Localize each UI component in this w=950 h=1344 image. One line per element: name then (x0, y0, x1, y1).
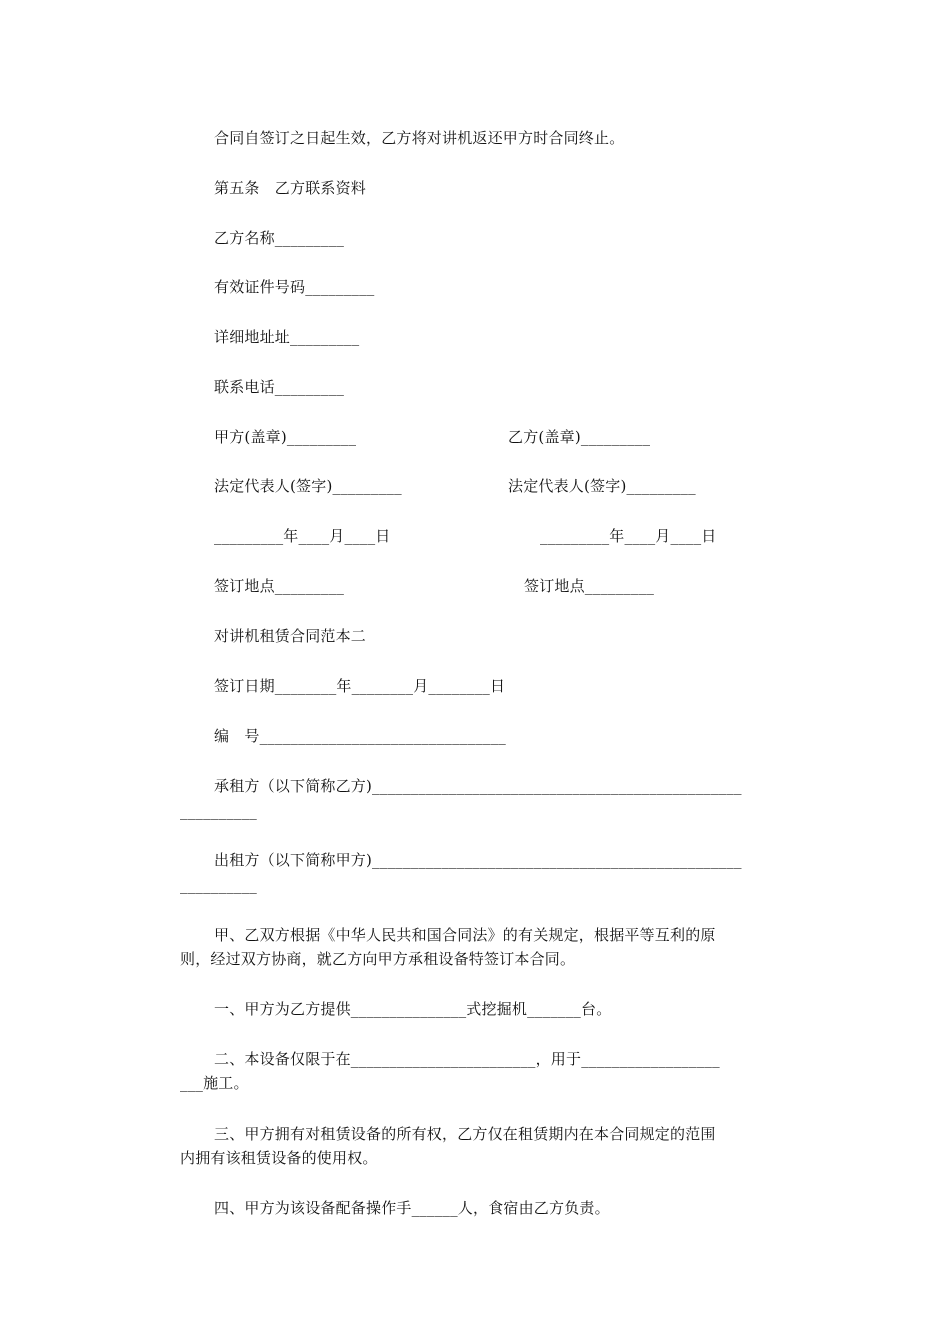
signing-date-field: 签订日期________年________月________日 (214, 677, 506, 695)
term-effective-line: 合同自签订之日起生效，乙方将对讲机返还甲方时合同终止。 (214, 129, 625, 147)
preamble-paragraph-line2: 则，经过双方协商，就乙方向甲方承租设备特签订本合同。 (180, 950, 576, 968)
clause-three-line1: 三、甲方拥有对租赁设备的所有权，乙方仅在租赁期内在本合同规定的范围 (214, 1125, 716, 1143)
clause-two-line1: 二、本设备仅限于在________________________，用于__________________ (214, 1050, 720, 1068)
clause-two-line2: ___施工。 (180, 1074, 249, 1092)
party-b-date-field: _________年____月____日 (540, 527, 717, 545)
party-a-signing-place: 签订地点_________ (214, 577, 345, 595)
party-b-name-field: 乙方名称_________ (214, 229, 345, 247)
clause-one: 一、甲方为乙方提供_______________式挖掘机_______台。 (214, 1000, 612, 1018)
lessor-field-continuation: __________ (180, 876, 257, 894)
party-a-seal-field: 甲方(盖章)_________ (214, 428, 357, 446)
preamble-paragraph-line1: 甲、乙双方根据《中华人民共和国合同法》的有关规定，根据平等互利的原 (214, 926, 716, 944)
party-b-address-field: 详细地址址_________ (214, 328, 360, 346)
lessor-field: 出租方（以下简称甲方)________________________________________________ (214, 851, 742, 869)
sample-two-title: 对讲机租赁合同范本二 (214, 627, 367, 645)
party-b-phone-field: 联系电话_________ (214, 378, 345, 396)
lessee-field-continuation: __________ (180, 802, 257, 820)
party-b-representative-signature: 法定代表人(签字)_________ (508, 477, 696, 495)
clause-four: 四、甲方为该设备配备操作手______人，食宿由乙方负责。 (214, 1199, 610, 1217)
contract-number-field: 编 号________________________________ (214, 727, 507, 745)
party-b-seal-field: 乙方(盖章)_________ (508, 428, 651, 446)
clause-three-line2: 内拥有该租赁设备的使用权。 (180, 1149, 378, 1167)
lessee-field: 承租方（以下简称乙方)________________________________________________ (214, 777, 742, 795)
article-five-heading: 第五条 乙方联系资料 (214, 179, 367, 197)
party-a-date-field: _________年____月____日 (214, 527, 391, 545)
party-a-representative-signature: 法定代表人(签字)_________ (214, 477, 402, 495)
party-b-id-number-field: 有效证件号码_________ (214, 278, 375, 296)
party-b-signing-place: 签订地点_________ (524, 577, 655, 595)
